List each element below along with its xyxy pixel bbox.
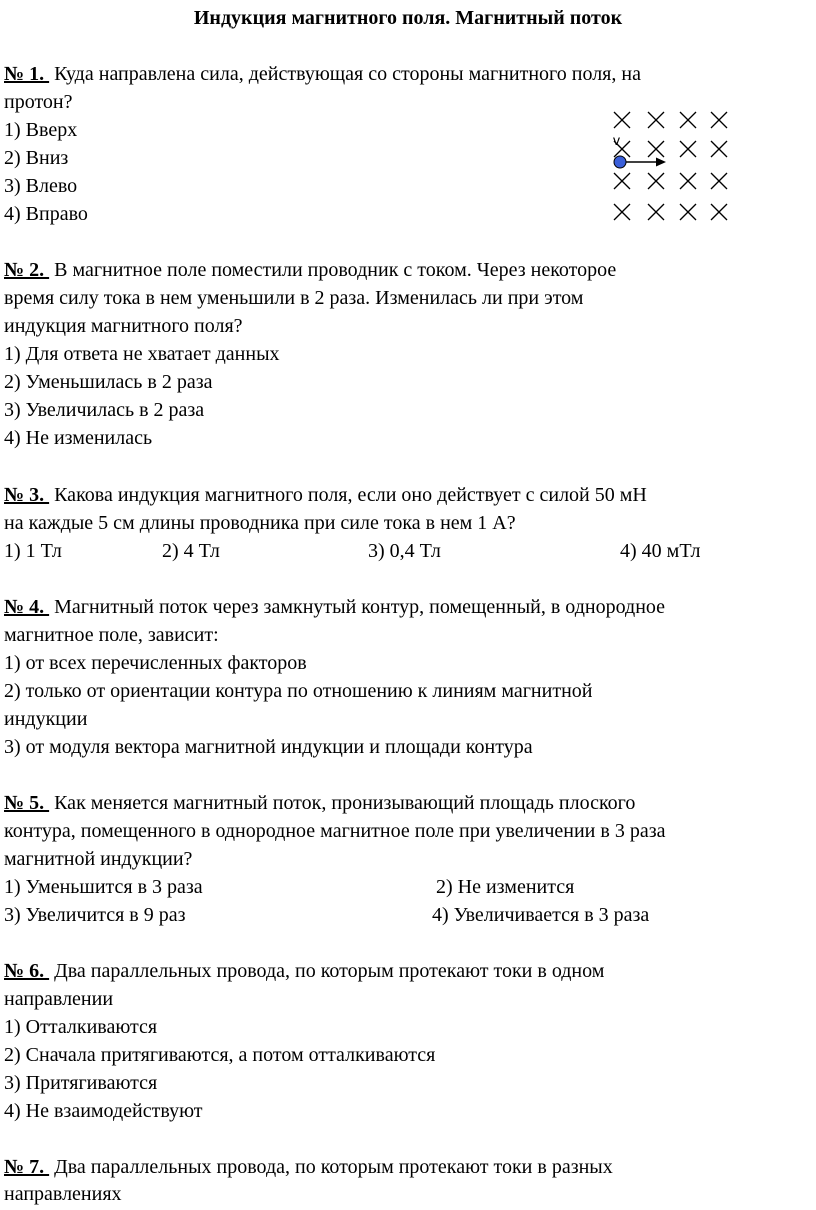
q3-text-2: на каждые 5 см длины проводника при силе тока в нем 1 А?: [4, 512, 516, 534]
q6-option-2: 2) Сначала притягиваются, а потом отталкиваются: [4, 1044, 436, 1066]
q1-line-1: [4, 60, 641, 88]
q6-text-1: Два параллельных провода, по которым протекают токи в одном: [49, 960, 605, 982]
q4-number: № 4.: [4, 596, 50, 618]
q6-number: № 6.: [4, 960, 50, 982]
field-cross-mark: [648, 141, 664, 157]
q7-text-1: Два параллельных провода, по которым протекают токи в разных: [49, 1156, 613, 1178]
q7-number: № 7.: [4, 1156, 50, 1178]
proton-particle: [614, 156, 626, 168]
q1-option-3: 3) Влево: [4, 175, 78, 197]
q2-number: № 2.: [4, 259, 50, 281]
velocity-arrowhead: [656, 158, 666, 167]
q3-option-4: 4) 40 мТл: [620, 540, 701, 562]
field-cross-mark: [680, 204, 696, 220]
velocity-label: v: [613, 132, 620, 148]
q2-line-1: [4, 256, 616, 284]
field-cross-mark: [711, 173, 727, 189]
magnetic-field-figure: [600, 100, 740, 230]
q1-option-2: 2) Вниз: [4, 147, 69, 169]
q4-option-1: 1) от всех перечисленных факторов: [4, 652, 307, 674]
q3-number: № 3.: [4, 484, 50, 506]
q1-number: № 1.: [4, 63, 50, 85]
field-cross-mark: [680, 141, 696, 157]
field-cross-grid: [614, 112, 727, 220]
q5-option-3: 3) Увеличится в 9 раз: [4, 904, 186, 926]
q2-text-1: В магнитное поле поместили проводник с током. Через некоторое: [49, 259, 617, 281]
q5-text-3: магнитной индукции?: [4, 848, 193, 870]
q5-option-1: 1) Уменьшится в 3 раза: [4, 876, 203, 898]
q4-line-1: [4, 593, 665, 621]
field-cross-mark: [680, 173, 696, 189]
q5-line-1: [4, 789, 635, 817]
q2-text-2: время силу тока в нем уменьшили в 2 раза. Изменилась ли при этом: [4, 287, 584, 309]
q5-text-1: Как меняется магнитный поток, пронизывающий площадь плоского: [49, 792, 636, 814]
q5-option-2: 2) Не изменится: [436, 876, 575, 898]
q4-option-3: 3) от модуля вектора магнитной индукции и площади контура: [4, 736, 533, 758]
q2-text-3: индукция магнитного поля?: [4, 315, 243, 337]
q7-text-2: направлениях: [4, 1183, 122, 1205]
q6-line-1: [4, 957, 604, 985]
q5-text-2: контура, помещенного в однородное магнитное поле при увеличении в 3 раза: [4, 820, 666, 842]
q3-option-3: 3) 0,4 Тл: [368, 540, 441, 562]
q5-number: № 5.: [4, 792, 50, 814]
field-cross-mark: [680, 112, 696, 128]
q1-text-1: Куда направлена сила, действующая со стороны магнитного поля, на: [49, 63, 641, 85]
q7-line-1: [4, 1153, 613, 1181]
q4-text-1: Магнитный поток через замкнутый контур, помещенный, в однородное: [49, 596, 666, 618]
q2-option-2: 2) Уменьшилась в 2 раза: [4, 371, 213, 393]
q6-text-2: направлении: [4, 988, 114, 1010]
q4-option-2: 2) только от ориентации контура по отношению к линиям магнитной: [4, 680, 593, 702]
q3-option-1: 1) 1 Тл: [4, 540, 62, 562]
field-cross-mark: [711, 204, 727, 220]
field-cross-mark: [648, 204, 664, 220]
q1-option-1: 1) Вверх: [4, 119, 78, 141]
q6-option-3: 3) Притягиваются: [4, 1072, 158, 1094]
q2-option-3: 3) Увеличилась в 2 раза: [4, 399, 205, 421]
q3-line-1: [4, 481, 647, 509]
field-cross-mark: [614, 173, 630, 189]
q1-option-4: 4) Вправо: [4, 203, 88, 225]
field-cross-mark: [614, 112, 630, 128]
page-title: Индукция магнитного поля. Магнитный поток: [193, 7, 623, 29]
q3-text-1: Какова индукция магнитного поля, если оно действует с силой 50 мН: [49, 484, 647, 506]
q3-option-2: 2) 4 Тл: [162, 540, 220, 562]
q1-text-2: протон?: [4, 91, 73, 113]
field-cross-mark: [648, 173, 664, 189]
q6-option-1: 1) Отталкиваются: [4, 1016, 158, 1038]
field-cross-mark: [648, 112, 664, 128]
q6-option-4: 4) Не взаимодействуют: [4, 1100, 203, 1122]
q4-option-2-continued: индукции: [4, 708, 88, 730]
q4-text-2: магнитное поле, зависит:: [4, 624, 219, 646]
q2-option-1: 1) Для ответа не хватает данных: [4, 343, 280, 365]
field-cross-mark: [711, 112, 727, 128]
q2-option-4: 4) Не изменилась: [4, 427, 153, 449]
q5-option-4: 4) Увеличивается в 3 раза: [432, 904, 650, 926]
field-cross-mark: [711, 141, 727, 157]
field-cross-mark: [614, 204, 630, 220]
